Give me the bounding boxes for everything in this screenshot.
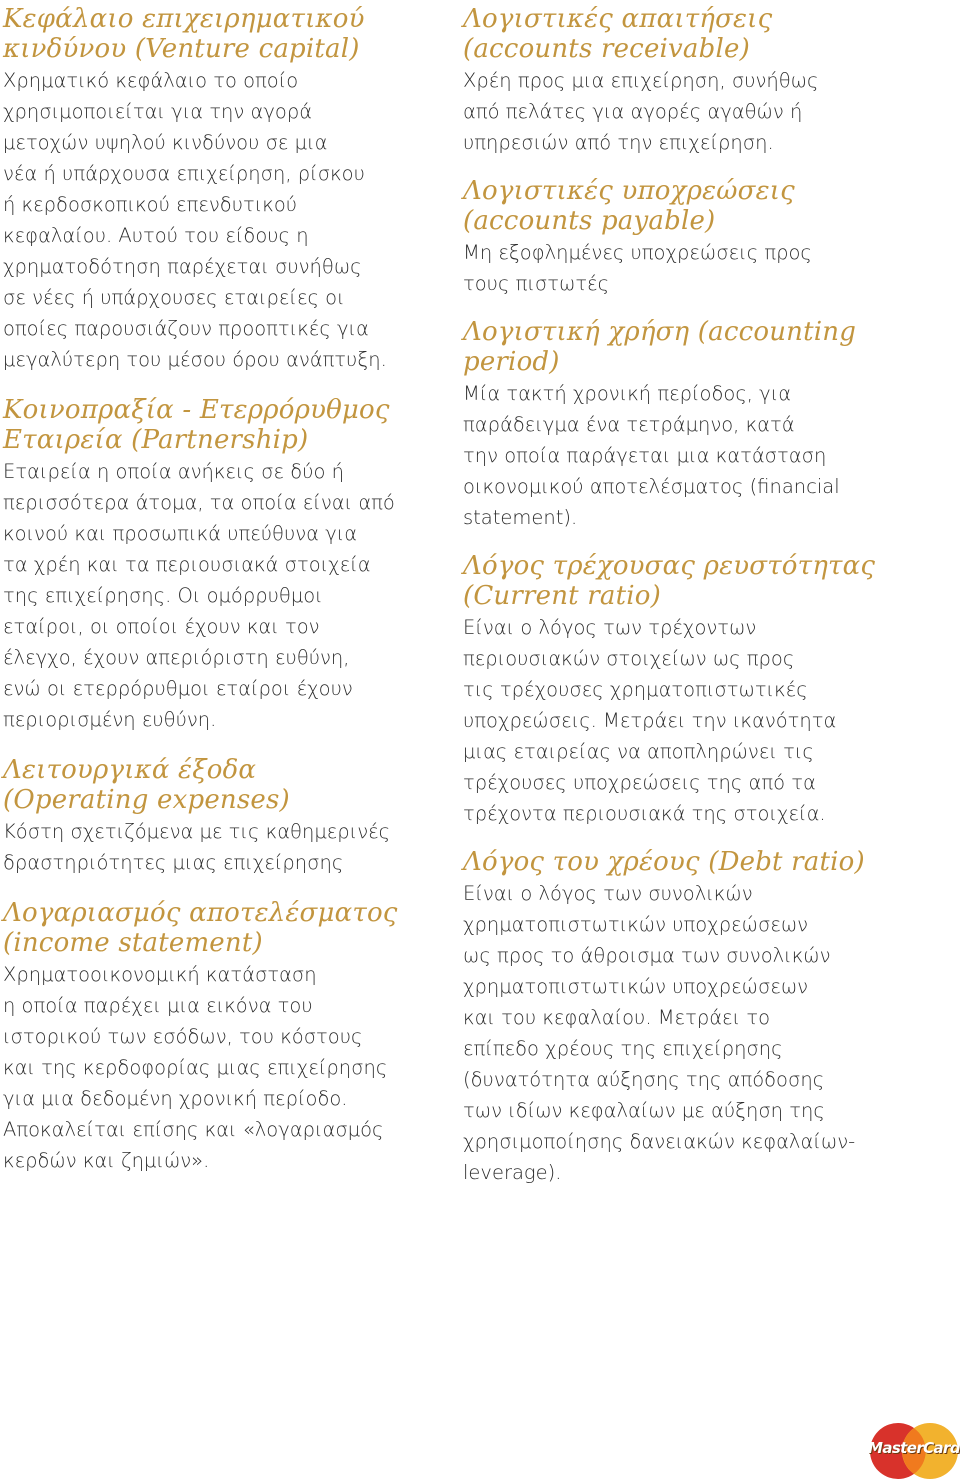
glossary-entry [3, 395, 423, 735]
glossary-entry [463, 4, 903, 158]
glossary-term: Λόγος του χρέους (Debt ratio) [463, 847, 865, 877]
glossary-definition: Μη εξοφλημένες υποχρεώσεις προς τους πιστωτές [463, 241, 812, 295]
glossary-entry [463, 551, 903, 829]
glossary-entry [463, 176, 903, 299]
glossary-definition: Χρηματοοικονομική κατάσταση η οποία παρέχει μια εικόνα του ιστορικού των εσόδων, του κόστους και της κερδοφορίας μιας επιχείρησης για μια δεδομένη χρονική περίοδο. Αποκαλείται επίσης και «λογαριασμός κερδών και ζημιών». [3, 963, 388, 1172]
glossary-term: Λογιστική χρήση (accounting period) [463, 317, 857, 377]
glossary-entry [463, 317, 903, 533]
glossary-left-column [3, 4, 423, 1176]
glossary-definition: Κόστη σχετιζόμενα με τις καθημερινές δραστηριότητες μιας επιχείρησης [3, 820, 391, 874]
glossary-term: Λογιστικές υποχρεώσεις (accounts payable) [463, 176, 795, 236]
glossary-definition: Χρηματικό κεφάλαιο το οποίο χρησιμοποιείται για την αγορά μετοχών υψηλού κινδύνου σε μια νέα ή υπάρχουσα επιχείρηση, ρίσκου ή κερδοσκοπικού επενδυτικού κεφαλαίου. Αυτού του είδους η χρηματοδότηση παρέχεται συνήθως σε νέες ή υπάρχουσες εταιρείες οι οποίες παρουσιάζουν προοπτικές για μεγαλύτερη του μέσου όρου ανάπτυξη. [3, 69, 387, 371]
glossary-term: Λογαριασμός αποτελέσματος (income statement) [3, 898, 398, 958]
glossary-definition: Μία τακτή χρονική περίοδος, για παράδειγμα ένα τετράμηνο, κατά την οποία παράγεται μια κατάσταση οικονομικού αποτελέσματος (financial statement). [463, 382, 840, 529]
glossary-definition: Χρέη προς μια επιχείρηση, συνήθως από πελάτες για αγορές αγαθών ή υπηρεσιών από την επιχείρηση. [463, 69, 819, 154]
glossary-term: Λειτουργικά έξοδα (Operating expenses) [3, 755, 290, 815]
glossary-term: Κοινοπραξία - Ετερρόρυθμος Εταιρεία (Partnership) [3, 395, 390, 455]
glossary-term: Κεφάλαιο επιχειρηματικού κινδύνου (Venture capital) [3, 4, 365, 64]
glossary-entry [3, 898, 423, 1176]
glossary-term: Λόγος τρέχουσας ρευστότητας (Current ratio) [463, 551, 876, 611]
mastercard-logo-text: MasterCard [868, 1439, 960, 1457]
glossary-definition: Είναι ο λόγος των συνολικών χρηματοπιστωτικών υποχρεώσεων ως προς το άθροισμα των συνολικών χρηματοπιστωτικών υποχρεώσεων και του κεφαλαίου. Μετράει το επίπεδο χρέους της επιχείρησης (δυνατότητα αύξησης της απόδοσης των ιδίων κεφαλαίων με αύξηση της χρησιμοποίησης δανειακών κεφαλαίων- leverage). [463, 882, 856, 1184]
glossary-term: Λογιστικές απαιτήσεις (accounts receivable) [463, 4, 773, 64]
glossary-entry [3, 4, 423, 375]
glossary-definition: Είναι ο λόγος των τρέχοντων περιουσιακών στοιχείων ως προς τις τρέχουσες χρηματοπιστωτικές υποχρεώσεις. Μετράει την ικανότητα μιας εταιρείας να αποπληρώνει τις τρέχουσες υποχρεώσεις της από τα τρέχοντα περιουσιακά της στοιχεία. [463, 616, 837, 825]
mastercard-logo [868, 1419, 960, 1483]
glossary-right-column [463, 4, 903, 1188]
glossary-entry [463, 847, 903, 1188]
glossary-definition: Εταιρεία η οποία ανήκεις σε δύο ή περισσότερα άτομα, τα οποία είναι από κοινού και προσωπικά υπεύθυνα για τα χρέη και τα περιουσιακά στοιχεία της επιχείρησης. Οι ομόρρυθμοι εταίροι, οι οποίοι έχουν και τον έλεγχο, έχουν απεριόριστη ευθύνη, ενώ οι ετερρόρυθμοι εταίροι έχουν περιορισμένη ευθύνη. [3, 460, 395, 731]
glossary-entry [3, 755, 423, 878]
